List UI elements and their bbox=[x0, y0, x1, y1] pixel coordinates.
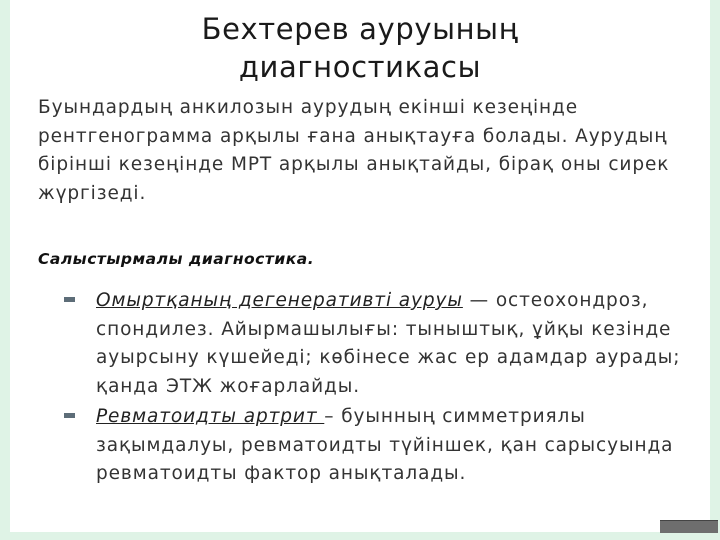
slide-nav-control[interactable] bbox=[660, 520, 718, 533]
degenerative-disease-link[interactable]: Омыртқаның дегенеративті ауруы bbox=[96, 290, 463, 311]
differential-diagnosis-heading: Салыстырмалы диагностика. bbox=[38, 250, 315, 268]
list-item bbox=[10, 403, 710, 489]
title-line-2: диагностикасы bbox=[238, 50, 482, 84]
list-item-description: — остеохондроз, спондилез. Айырмашылығы: тыныштық, ұйқы кезінде ауырсыну күшейеді; көбінесе жас ер адамдар аурады; қанда ЭТЖ жоғарлайды. bbox=[96, 290, 681, 397]
list-item-text bbox=[96, 287, 694, 401]
list-item-text bbox=[96, 403, 694, 489]
slide bbox=[10, 0, 710, 532]
bullet-icon bbox=[64, 413, 75, 418]
rheumatoid-arthritis-link[interactable]: Ревматоидты артрит bbox=[96, 406, 325, 427]
list-item-description: – буынның симметриялы зақымдалуы, ревматоидты түйіншек, қан сарысуында ревматоидты фактор анықталады. bbox=[96, 406, 674, 484]
intro-paragraph: Буындардың анкилозын аурудың екінші кезеңінде рентгенограмма арқылы ғана анықтауға болады. Аурудың бірінші кезеңінде МРТ арқылы анықтайды, бірақ оны сирек жүргізеді. bbox=[38, 97, 670, 204]
slide-title bbox=[10, 10, 710, 86]
list-item bbox=[10, 287, 710, 401]
title-line-1: Бехтерев ауруының bbox=[201, 12, 519, 46]
bullet-icon bbox=[64, 297, 75, 302]
diagnosis-list bbox=[10, 287, 710, 489]
